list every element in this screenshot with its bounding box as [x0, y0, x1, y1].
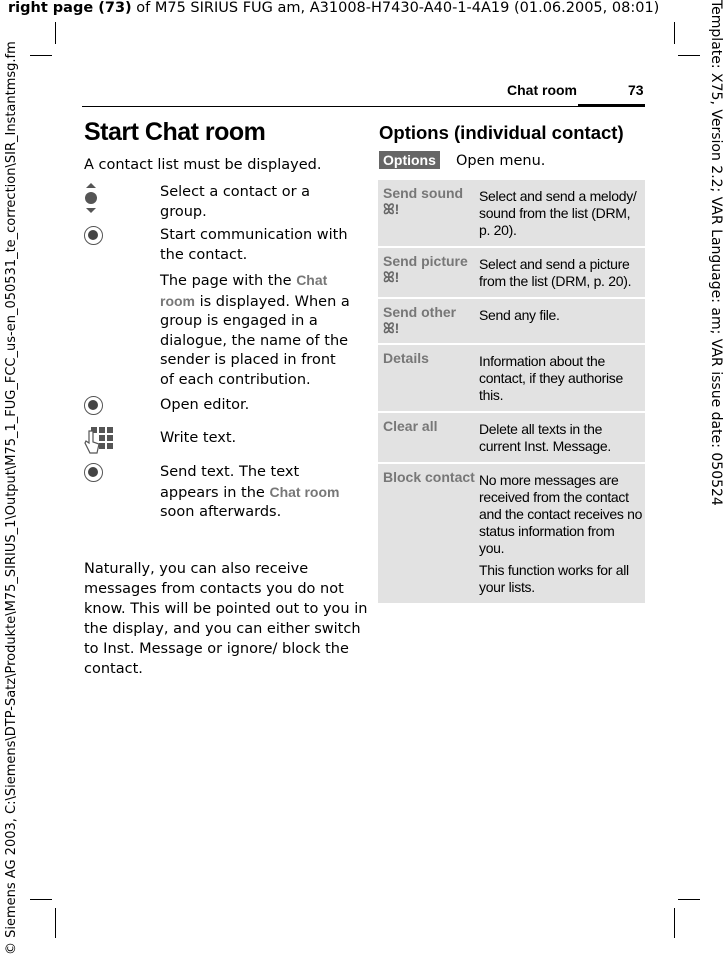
crop-mark — [678, 899, 700, 900]
header-rule-accent — [578, 104, 645, 106]
print-header — [8, 0, 659, 16]
center-key-icon — [84, 463, 104, 485]
running-header-title: Chat room — [507, 82, 577, 98]
option-row: Send other ꕤ! Send any file. — [378, 299, 645, 343]
drm-icon: ꕤ! — [383, 201, 400, 217]
step-start — [84, 226, 354, 390]
crop-mark — [30, 55, 52, 56]
crop-mark — [674, 22, 675, 44]
step-select — [84, 183, 354, 222]
option-row: Details Information about the contact, if they authorise this. — [378, 345, 645, 411]
step-text: Select a contact or a group. — [160, 184, 311, 220]
crop-mark — [55, 908, 56, 938]
step-note: The page with the Chat room is displayed. When a group is engaged in a dialogue, the name of the sender is placed in front of each contribution. — [160, 272, 350, 388]
center-key-icon — [84, 226, 104, 248]
step-open-editor — [84, 396, 354, 416]
left-margin-path: © Siemens AG 2003, C:\Siemens\DTP-Satz\Produkte\M75_SIRIUS_1\Output\M75_1_FUG_FCC_us-en_050531_te_correction\SIR_Instantmsg.fm — [4, 41, 19, 955]
intro-text: A contact list must be displayed. — [84, 157, 322, 173]
drm-icon: ꕤ! — [383, 269, 400, 285]
doc-info: of M75 SIRIUS FUG am, A31008-H7430-A40-1-4A19 (01.06.2005, 08:01) — [131, 0, 660, 16]
crop-mark — [678, 55, 700, 56]
option-row: Block contact No more messages are received from the contact and the contact receives no status information from you. This function works for all your lists. — [378, 464, 645, 603]
options-softkey: Options — [379, 151, 440, 169]
step-send — [84, 463, 354, 523]
step-text: Send text. The text appears in the Chat room soon afterwards. — [160, 464, 340, 520]
step-write — [84, 427, 354, 449]
option-row: Send picture ꕤ! Select and send a picture from the list (DRM, p. 20). — [378, 248, 645, 297]
crop-mark — [55, 22, 56, 44]
option-row: Send sound ꕤ! Select and send a melody/ sound from the list (DRM, p. 20). — [378, 180, 645, 246]
keypad-icon — [84, 427, 104, 449]
header-rule — [82, 106, 645, 107]
option-row: Clear all Delete all texts in the current Inst. Message. — [378, 413, 645, 462]
step-text: Write text. — [160, 430, 237, 446]
crop-mark — [30, 899, 52, 900]
step-text: Open editor. — [160, 397, 250, 413]
navigation-key-icon — [84, 183, 104, 205]
outro-text: Naturally, you can also receive messages from contacts you do not know. This will be pointed out to you in the display, and you can either switch to Inst. Message or ignore/ block the contact. — [84, 561, 368, 677]
page-number: 73 — [628, 82, 644, 98]
right-margin-template: Template: X75, Version 2.2; VAR Language: am; VAR issue date: 050524 — [708, 0, 724, 506]
step-text: Start communication with the contact. — [160, 227, 348, 263]
options-table — [378, 180, 645, 605]
section-title: Start Chat room — [84, 118, 266, 146]
options-description: Open menu. — [456, 153, 546, 169]
drm-icon: ꕤ! — [383, 320, 400, 336]
crop-mark — [674, 908, 675, 938]
center-key-icon — [84, 396, 104, 418]
options-title: Options (individual contact) — [379, 122, 624, 143]
page-ref: right page (73) — [8, 0, 132, 16]
